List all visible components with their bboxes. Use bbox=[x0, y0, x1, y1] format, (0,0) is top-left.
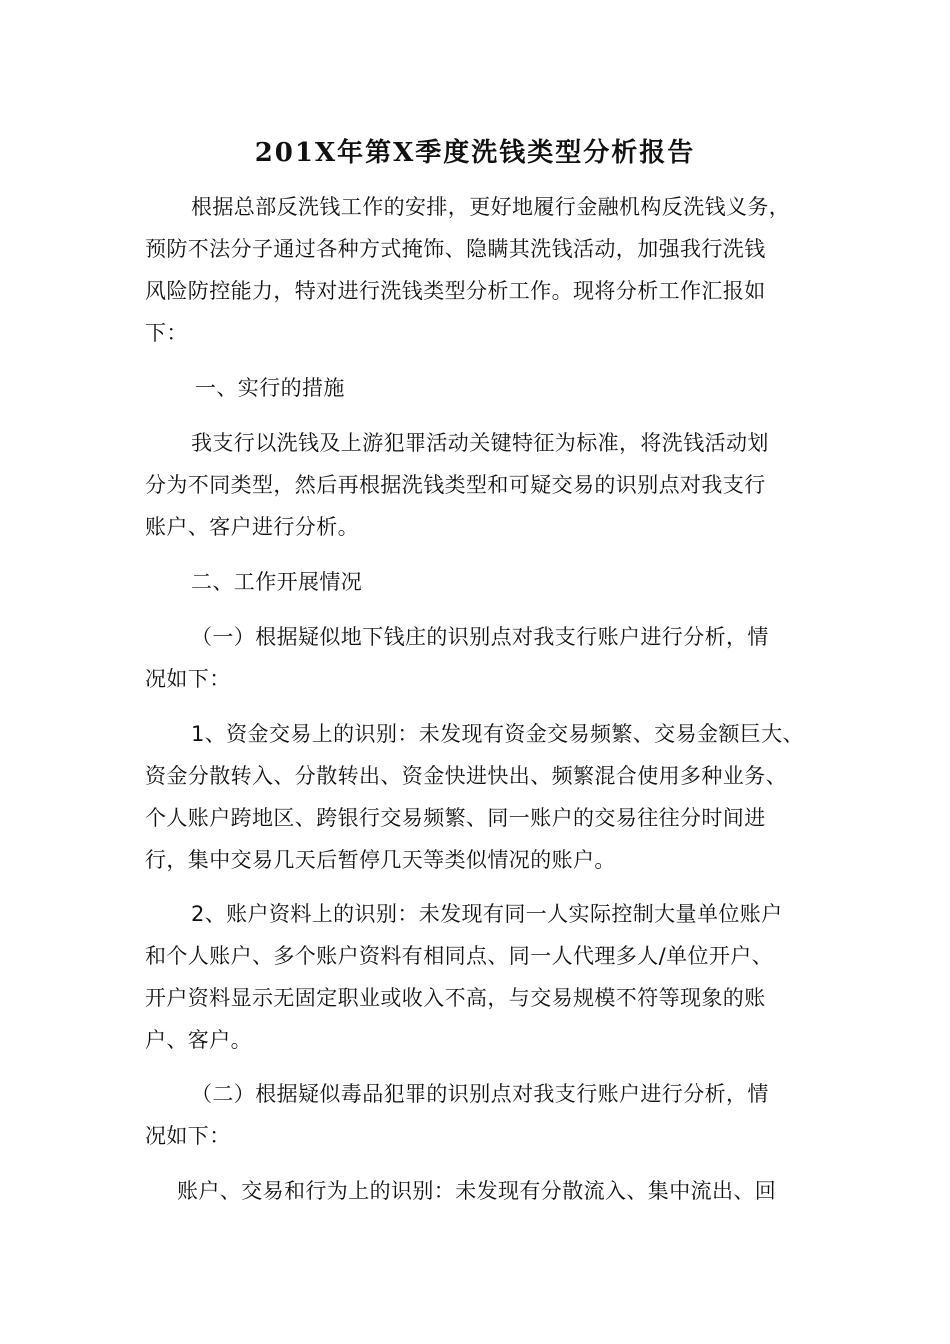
section-heading: 二、工作开展情况 bbox=[191, 570, 363, 594]
paragraph-line: 预防不法分子通过各种方式掩饰、隐瞒其洗钱活动，加强我行洗钱 bbox=[145, 237, 766, 261]
subsection-line: 况如下： bbox=[145, 1124, 231, 1148]
paragraph-line: 开户资料显示无固定职业或收入不高，与交易规模不符等现象的账 bbox=[145, 986, 766, 1010]
paragraph-line: 分为不同类型，然后再根据洗钱类型和可疑交易的识别点对我支行 bbox=[145, 473, 766, 497]
paragraph-line: 行，集中交易几天后暂停几天等类似情况的账户。 bbox=[145, 848, 616, 872]
subsection-line: 况如下： bbox=[145, 667, 231, 691]
paragraph-line: 根据总部反洗钱工作的安排，更好地履行金融机构反洗钱义务， bbox=[191, 195, 791, 219]
paragraph-line: 2、账户资料上的识别：未发现有同一人实际控制大量单位账户 bbox=[191, 902, 783, 926]
paragraph-line: 和个人账户、多个账户资料有相同点、同一人代理多人/单位开户、 bbox=[145, 944, 774, 968]
paragraph-line: 下： bbox=[145, 321, 188, 345]
paragraph-line: 资金分散转入、分散转出、资金快进快出、频繁混合使用多种业务、 bbox=[145, 764, 787, 788]
subsection-line: （一）根据疑似地下钱庄的识别点对我支行账户进行分析，情 bbox=[191, 625, 769, 649]
document-title: 201X年第X季度洗钱类型分析报告 bbox=[254, 138, 696, 168]
paragraph-line: 账户、交易和行为上的识别：未发现有分散流入、集中流出、回 bbox=[177, 1179, 777, 1203]
paragraph-line: 风险防控能力，特对进行洗钱类型分析工作。现将分析工作汇报如 bbox=[145, 279, 766, 303]
paragraph-line: 账户、客户进行分析。 bbox=[145, 515, 359, 539]
paragraph-line: 户、客户。 bbox=[145, 1028, 252, 1052]
paragraph-line: 我支行以洗钱及上游犯罪活动关键特征为标准，将洗钱活动划 bbox=[191, 431, 769, 455]
paragraph-line: 1、资金交易上的识别：未发现有资金交易频繁、交易金额巨大、 bbox=[191, 722, 804, 746]
paragraph-line: 个人账户跨地区、跨银行交易频繁、同一账户的交易往往分时间进 bbox=[145, 806, 766, 830]
subsection-line: （二）根据疑似毒品犯罪的识别点对我支行账户进行分析，情 bbox=[191, 1082, 769, 1106]
section-heading: 一、实行的措施 bbox=[195, 376, 345, 400]
